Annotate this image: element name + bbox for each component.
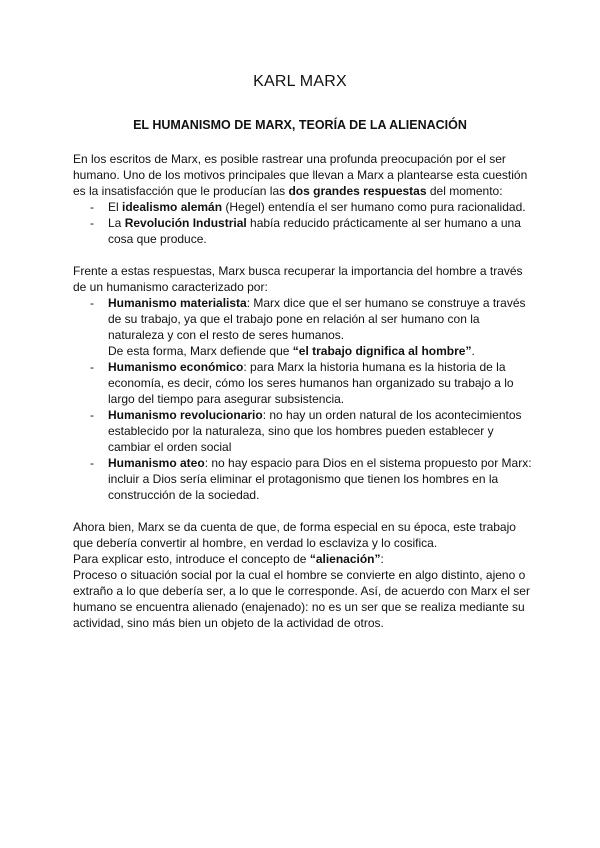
list-dash: - xyxy=(90,360,94,374)
intro-text-end: del momento: xyxy=(426,184,503,198)
list-item-bold: Humanismo ateo xyxy=(108,456,205,470)
list-item-text: : para Marx la historia humana es la historia de la economía, es decir, cómo los seres humanos han organizado su trabajo a lo largo del tiempo para asegurar subsistencia. xyxy=(108,360,514,406)
list-item-text: : no hay un orden natural de los acontecimientos establecido por la naturaleza, sino que los hombres pueden establecer y cambiar el orden social xyxy=(108,408,522,454)
list-item xyxy=(73,359,535,407)
paragraph-gap xyxy=(73,247,535,263)
list-item-bold: Humanismo revolucionario xyxy=(108,408,263,422)
list-item-bold: idealismo alemán xyxy=(122,200,223,214)
list-item-text: había reducido prácticamente al ser humano a una cosa que produce. xyxy=(108,216,521,246)
responses-list xyxy=(73,199,535,247)
alienation-intro xyxy=(73,551,535,567)
alienation-text: : xyxy=(380,552,384,566)
quote-bold: “el trabajo dignifica al hombre” xyxy=(292,344,472,358)
humanism-list xyxy=(73,295,535,503)
list-item xyxy=(73,215,535,247)
list-item-text: . xyxy=(471,344,475,358)
list-item xyxy=(73,295,535,359)
alienation-definition: Proceso o situación social por la cual el hombre se convierte en algo distinto, ajeno o extraño a lo que debería ser, a lo que le corresponde. Así, de acuerdo con Marx el ser humano se encuentra alienado (enajenado): no es un ser que se realiza mediante su actividad, sino más bien un objeto de la actividad de otros. xyxy=(73,568,530,630)
alienation-text: Para explicar esto, introduce el concepto de xyxy=(73,552,310,566)
list-dash: - xyxy=(90,296,94,310)
list-item-bold: Humanismo materialista xyxy=(108,296,247,310)
list-item-text: De esta forma, Marx defiende que xyxy=(108,344,293,358)
list-dash: - xyxy=(90,456,94,470)
list-item-bold: Revolución Industrial xyxy=(124,216,247,230)
intro-text: En los escritos de Marx, es posible rastrear una profunda preocupación por el ser humano. Uno de los motivos principales que llevan a Marx a plantearse esta cuestión es la insatisfacción que le producían las xyxy=(73,152,528,198)
intro-bold: dos grandes respuestas xyxy=(288,184,427,198)
document-subtitle: EL HUMANISMO DE MARX, TEORÍA DE LA ALIENACIÓN xyxy=(133,118,467,132)
list-item-text: La xyxy=(108,216,125,230)
document-body xyxy=(73,151,535,631)
list-item-text: : no hay espacio para Dios en el sistema propuesto por Marx: incluir a Dios sería eliminar el protagonismo que tienen los hombres en la construcción de la sociedad. xyxy=(108,456,532,502)
list-item xyxy=(73,455,535,503)
list-item-text: El xyxy=(108,200,123,214)
list-item xyxy=(73,407,535,455)
list-dash: - xyxy=(90,200,94,214)
list-dash: - xyxy=(90,216,94,230)
humanism-intro: Frente a estas respuestas, Marx busca recuperar la importancia del hombre a través de un humanismo caracterizado por: xyxy=(73,264,523,294)
list-dash: - xyxy=(90,408,94,422)
list-item-text: : Marx dice que el ser humano se construye a través de su trabajo, ya que el trabajo pone en relación al ser humano con la naturaleza y con el resto de seres humanos. xyxy=(108,296,526,342)
list-item-bold: Humanismo económico xyxy=(108,360,244,374)
paragraph-gap xyxy=(73,503,535,519)
closing-paragraph: Ahora bien, Marx se da cuenta de que, de forma especial en su época, este trabajo que debería convertir al hombre, en verdad lo esclaviza y lo cosifica. xyxy=(73,520,516,550)
list-item xyxy=(73,199,535,215)
alienation-term: “alienación” xyxy=(309,552,381,566)
intro-paragraph xyxy=(73,151,535,199)
list-item-text: (Hegel) entendía el ser humano como pura racionalidad. xyxy=(222,200,526,214)
document-title: KARL MARX xyxy=(253,73,347,90)
